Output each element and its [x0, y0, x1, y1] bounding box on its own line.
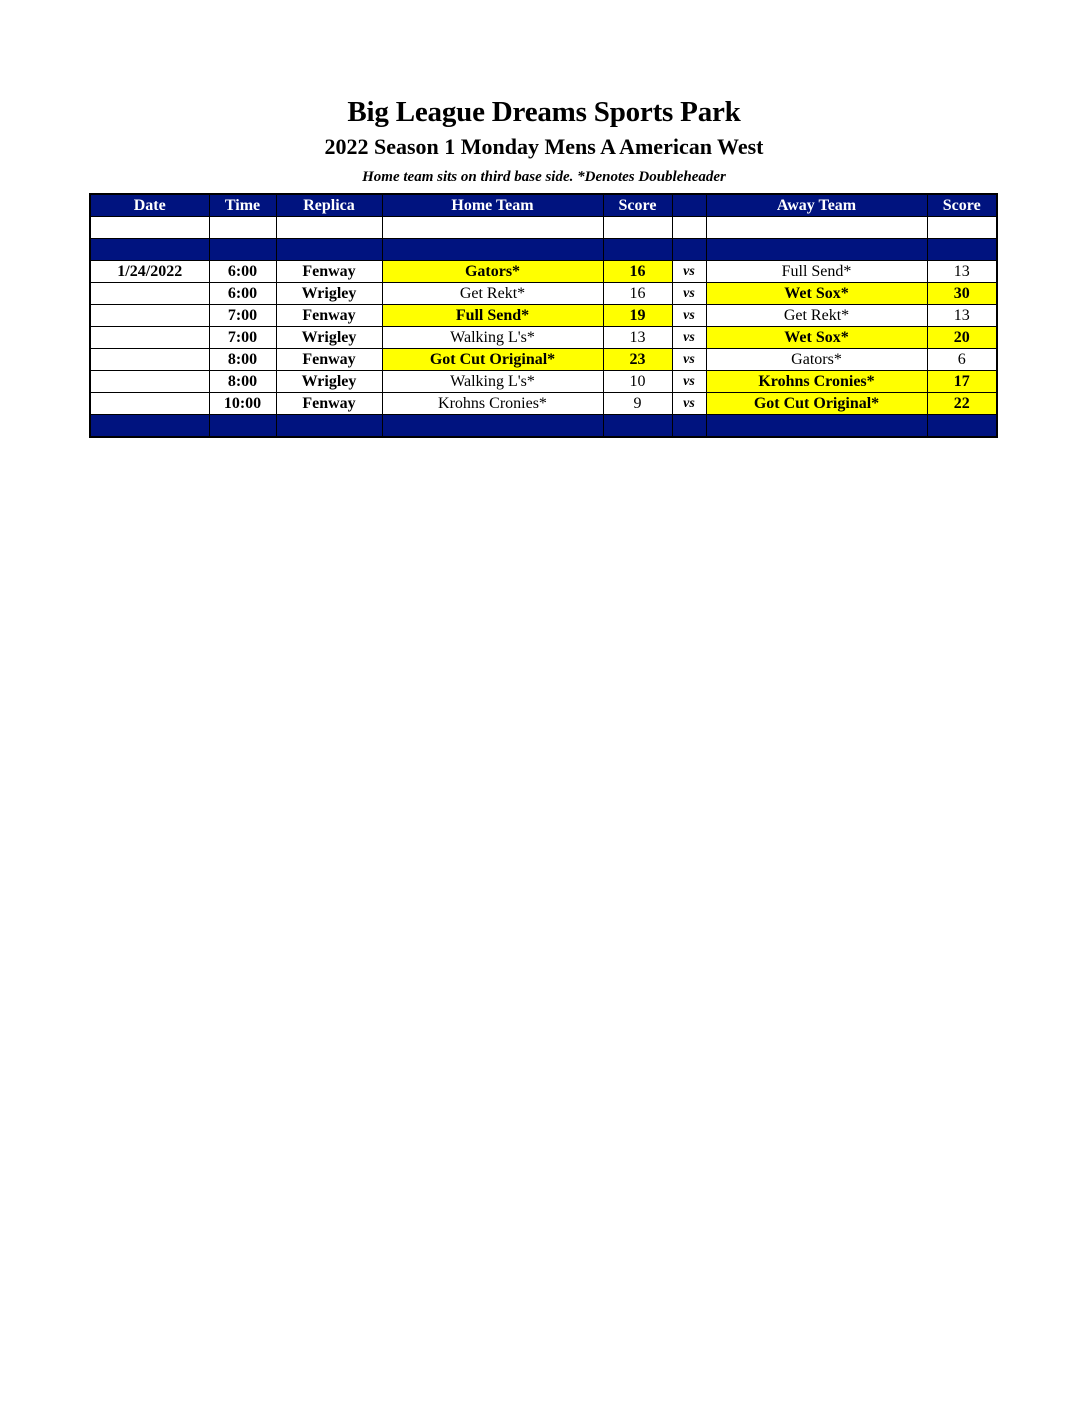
- home-score: 16: [603, 261, 672, 283]
- col-header-away-score: Score: [927, 194, 997, 217]
- home-score: 13: [603, 327, 672, 349]
- vs-label: vs: [672, 305, 706, 327]
- game-time: 10:00: [209, 393, 276, 415]
- away-team: Full Send*: [706, 261, 927, 283]
- table-row: [90, 349, 997, 371]
- home-team: Got Cut Original*: [382, 349, 603, 371]
- col-header-home-team: Home Team: [382, 194, 603, 217]
- game-field: Fenway: [276, 393, 382, 415]
- table-row: [90, 261, 997, 283]
- game-field: Fenway: [276, 261, 382, 283]
- game-time: 6:00: [209, 261, 276, 283]
- schedule-table: [89, 193, 998, 438]
- game-field: Wrigley: [276, 283, 382, 305]
- away-score: 6: [927, 349, 997, 371]
- game-date: [90, 371, 209, 393]
- game-date: [90, 305, 209, 327]
- schedule-note: Home team sits on third base side. *Denotes Doubleheader: [362, 169, 726, 185]
- away-team: Wet Sox*: [706, 327, 927, 349]
- away-team: Get Rekt*: [706, 305, 927, 327]
- away-team: Gators*: [706, 349, 927, 371]
- game-time: 7:00: [209, 327, 276, 349]
- home-score: 16: [603, 283, 672, 305]
- blank-row: [90, 217, 997, 239]
- header-row: [90, 194, 997, 217]
- away-score: 13: [927, 261, 997, 283]
- home-score: 19: [603, 305, 672, 327]
- col-header-date: Date: [90, 194, 209, 217]
- vs-label: vs: [672, 349, 706, 371]
- home-team: Krohns Cronies*: [382, 393, 603, 415]
- game-field: Wrigley: [276, 327, 382, 349]
- home-score: 23: [603, 349, 672, 371]
- home-team: Full Send*: [382, 305, 603, 327]
- divider-row: [90, 239, 997, 261]
- home-team: Get Rekt*: [382, 283, 603, 305]
- vs-label: vs: [672, 371, 706, 393]
- home-score: 10: [603, 371, 672, 393]
- table-row: [90, 327, 997, 349]
- home-score: 9: [603, 393, 672, 415]
- game-time: 8:00: [209, 371, 276, 393]
- col-header-time: Time: [209, 194, 276, 217]
- away-team: Wet Sox*: [706, 283, 927, 305]
- table-row: [90, 371, 997, 393]
- table-row: [90, 393, 997, 415]
- away-score: 22: [927, 393, 997, 415]
- vs-label: vs: [672, 393, 706, 415]
- away-score: 13: [927, 305, 997, 327]
- game-field: Fenway: [276, 349, 382, 371]
- game-field: Fenway: [276, 305, 382, 327]
- game-time: 7:00: [209, 305, 276, 327]
- home-team: Walking L's*: [382, 371, 603, 393]
- col-header-vs: [672, 194, 706, 217]
- away-score: 17: [927, 371, 997, 393]
- vs-label: vs: [672, 283, 706, 305]
- vs-label: vs: [672, 261, 706, 283]
- home-team: Walking L's*: [382, 327, 603, 349]
- game-time: 8:00: [209, 349, 276, 371]
- game-field: Wrigley: [276, 371, 382, 393]
- game-time: 6:00: [209, 283, 276, 305]
- table-row: [90, 283, 997, 305]
- game-date: [90, 393, 209, 415]
- game-date: [90, 349, 209, 371]
- away-score: 30: [927, 283, 997, 305]
- away-team: Krohns Cronies*: [706, 371, 927, 393]
- away-team: Got Cut Original*: [706, 393, 927, 415]
- game-date: 1/24/2022: [90, 261, 209, 283]
- footer-band-row: [90, 415, 997, 438]
- vs-label: vs: [672, 327, 706, 349]
- col-header-home-score: Score: [603, 194, 672, 217]
- col-header-replica: Replica: [276, 194, 382, 217]
- away-score: 20: [927, 327, 997, 349]
- col-header-away-team: Away Team: [706, 194, 927, 217]
- home-team: Gators*: [382, 261, 603, 283]
- table-row: [90, 305, 997, 327]
- game-date: [90, 283, 209, 305]
- page-subtitle: 2022 Season 1 Monday Mens A American West: [324, 134, 764, 159]
- page-title: Big League Dreams Sports Park: [347, 96, 741, 128]
- game-date: [90, 327, 209, 349]
